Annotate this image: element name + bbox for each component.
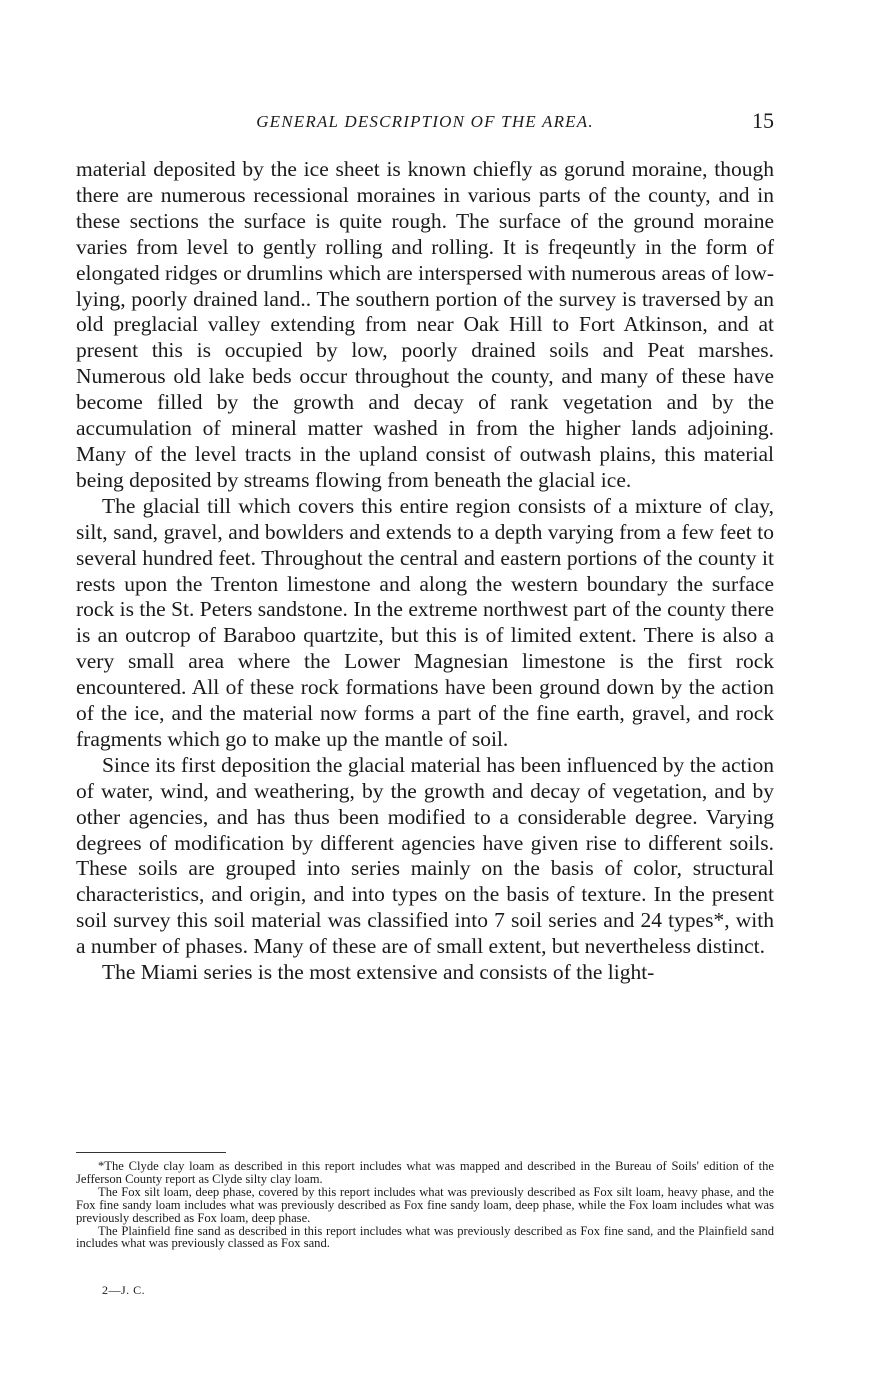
page-header bbox=[76, 108, 774, 140]
footnote-1: *The Clyde clay loam as described in this report includes what was mapped and described in the Bureau of Soils' edition of the Jefferson County report as Clyde silty clay loam. bbox=[76, 1159, 774, 1186]
paragraph-3: Since its first deposition the glacial material has been influenced by the action of water, wind, and weathering, by the growth and decay of vegetation, and by other agencies, and has thus been modified to a considerable degree. Varying degrees of modification by different agencies have given rise to different soils. These soils are grouped into series mainly on the basis of color, structural characteristics, and origin, and into types on the basis of texture. In the present soil survey this soil material was classified into 7 soil series and 24 types*, with a number of phases. Many of these are of small extent, but nevertheless distinct. bbox=[76, 752, 774, 959]
paragraph-1: material deposited by the ice sheet is known chiefly as gorund moraine, though there are numerous recessional moraines in various parts of the county, and in these sections the surface is quite rough. The surface of the ground moraine varies from level to gently rolling and rolling. It is freqeuntly in the form of elongated ridges or drumlins which are interspersed with numerous areas of low-lying, poorly drained land.. The southern portion of the survey is traversed by an old preglacial valley extending from near Oak Hill to Fort Atkinson, and at present this is occupied by low, poorly drained soils and Peat marshes. Numerous old lake beds occur throughout the county, and many of these have become filled by the growth and decay of rank vegetation and by the accumulation of mineral matter washed in from the higher lands adjoining. Many of the level tracts in the upland consist of outwash plains, this material being deposited by streams flowing from beneath the glacial ice. bbox=[76, 157, 774, 492]
paragraph-4: The Miami series is the most extensive and consists of the light- bbox=[102, 960, 655, 985]
footnote-rule bbox=[76, 1152, 226, 1153]
body-text bbox=[76, 157, 774, 986]
footnote-3: The Plainfield fine sand as described in this report includes what was previously described as Fox fine sand, and the Plainfield sand includes what was previously classed as Fox sand. bbox=[76, 1223, 774, 1251]
running-head: GENERAL DESCRIPTION OF THE AREA. bbox=[256, 112, 594, 131]
page-number: 15 bbox=[752, 108, 774, 133]
paragraph-2: The glacial till which covers this entire region consists of a mixture of clay, silt, sand, gravel, and bowlders and extends to a depth varying from a few feet to several hundred feet. Throughout the central and eastern portions of the county it rests upon the Trenton limestone and along the western boundary the surface rock is the St. Peters sandstone. In the extreme northwest part of the county there is an outcrop of Baraboo quartzite, but this is of limited extent. There is also a very small area where the Lower Magnesian limestone is the first rock encountered. All of these rock formations have been ground down by the action of the ice, and the material now forms a part of the fine earth, gravel, and rock fragments which go to make up the mantle of soil. bbox=[76, 493, 774, 751]
signature-mark: 2—J. C. bbox=[102, 1283, 146, 1297]
footnote-2: The Fox silt loam, deep phase, covered by this report includes what was previously described as Fox silt loam, heavy phase, and the Fox fine sandy loam includes what was previously described as Fox fine sandy loam, deep phase, while the Fox loam includes what was previously described as Fox loam, deep phase. bbox=[76, 1184, 774, 1225]
footnotes bbox=[76, 1160, 774, 1250]
